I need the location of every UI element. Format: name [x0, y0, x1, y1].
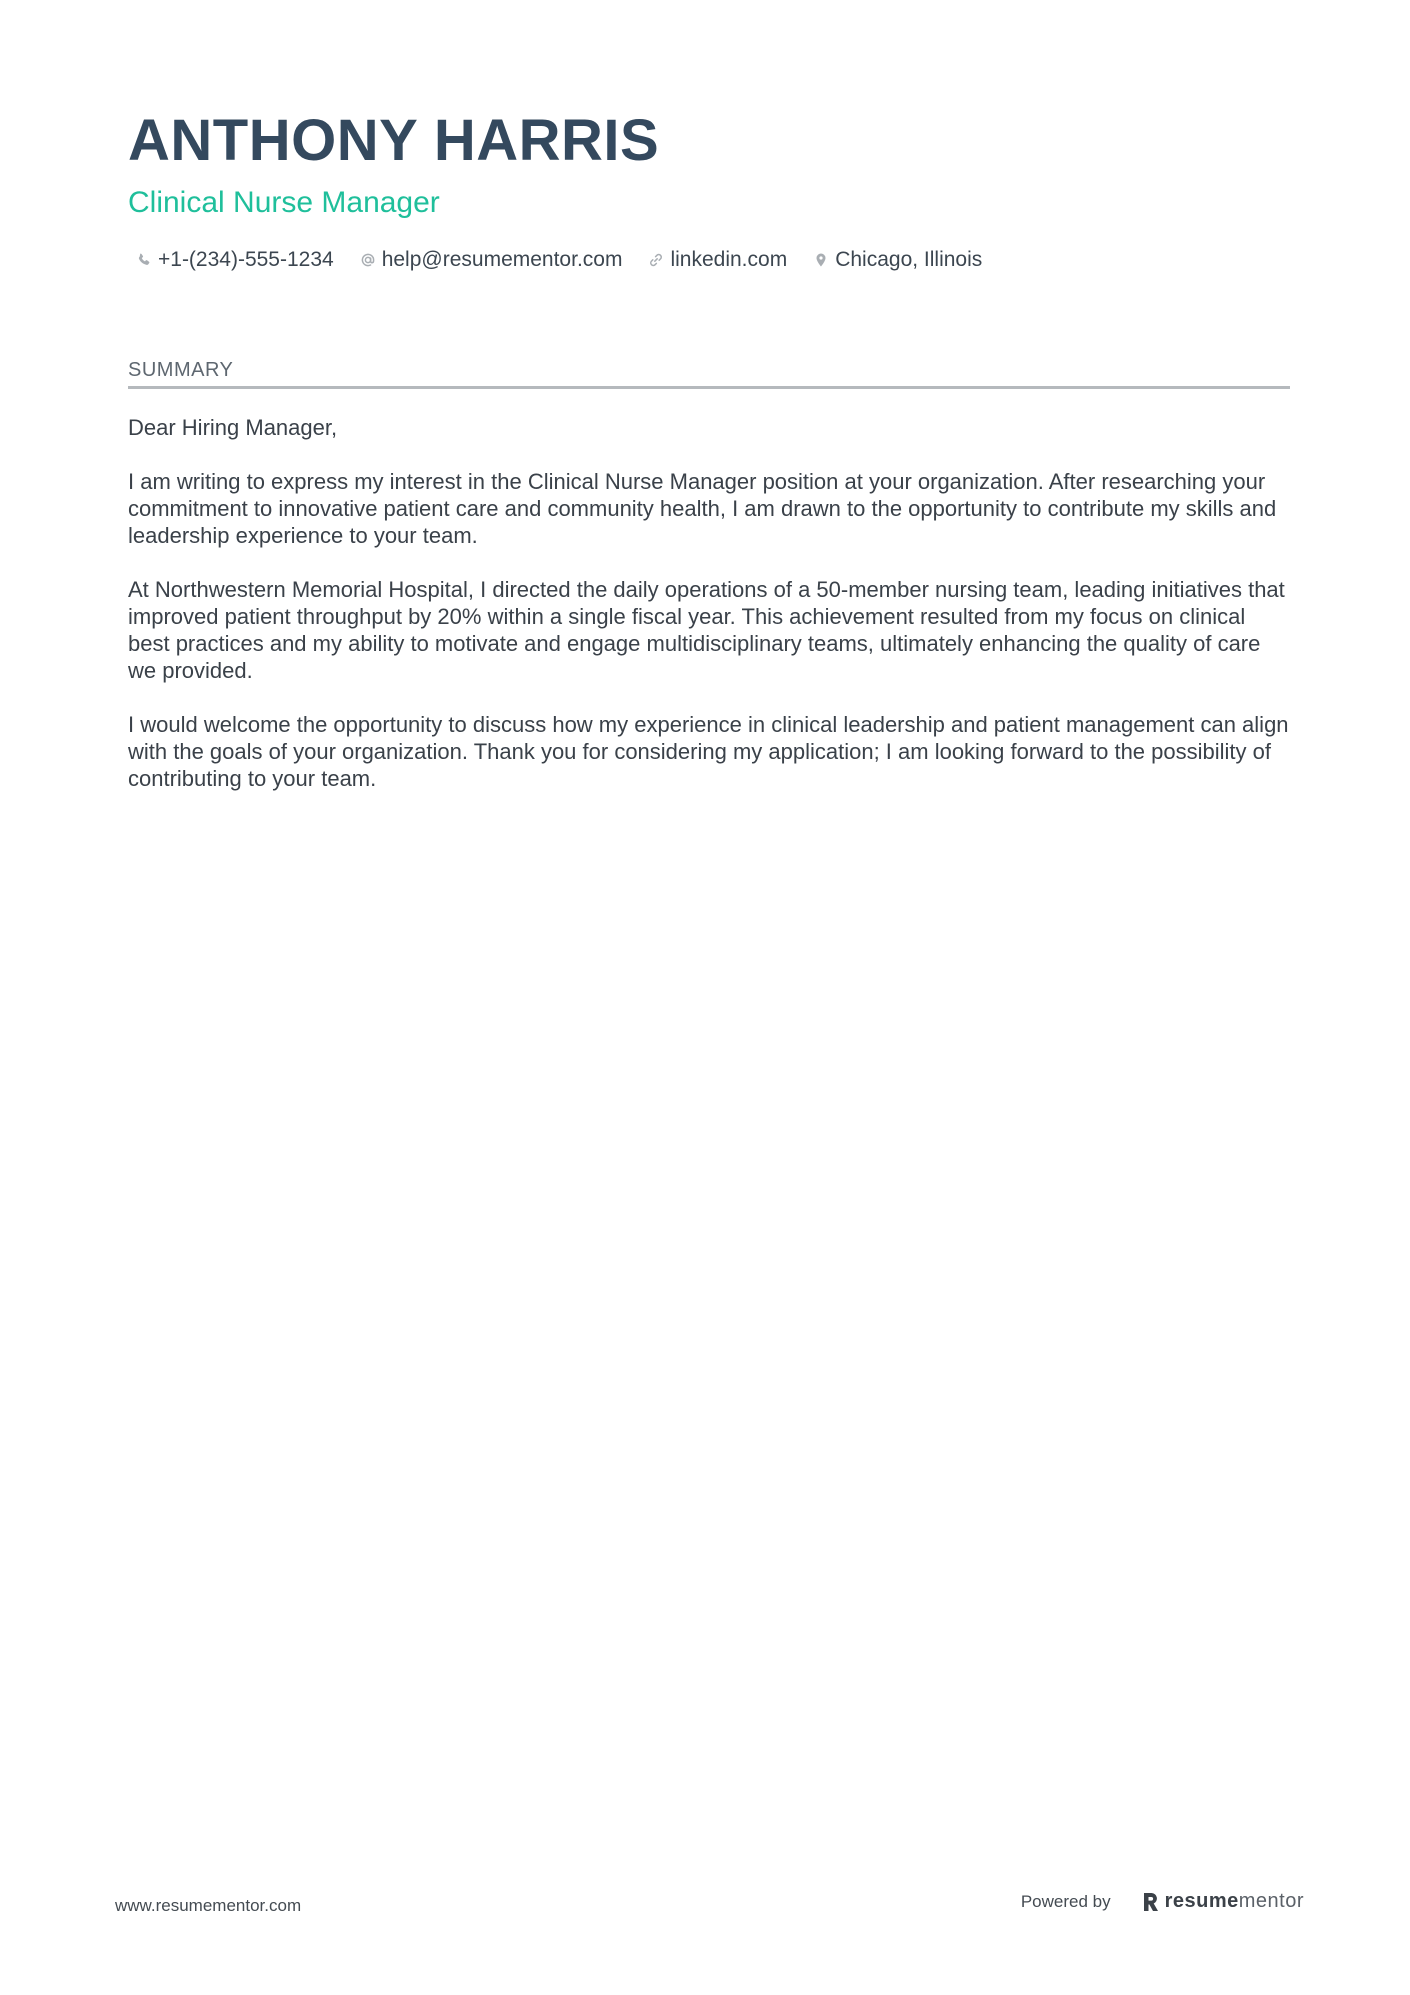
brand-wordmark-light: mentor — [1238, 1890, 1304, 1912]
section-divider — [128, 386, 1290, 389]
job-title: Clinical Nurse Manager — [128, 186, 440, 219]
contact-phone — [136, 248, 334, 272]
contact-bar — [136, 248, 982, 272]
phone-icon — [136, 252, 152, 268]
footer-website-link[interactable]: www.resumementor.com — [115, 1896, 302, 1915]
powered-by-label: Powered by — [1020, 1891, 1111, 1911]
contact-phone-text: +1-(234)-555-1234 — [158, 248, 334, 271]
letter-paragraph: At Northwestern Memorial Hospital, I directed the daily operations of a 50-member nursing team, leading initiatives that improved patient throughput by 20% within a single fiscal year. This achievement resulted from my focus on clinical best practices and my ability to motivate and engage multidisciplinary teams, ultimately enhancing the quality of care we provided. — [128, 577, 1285, 683]
contact-location — [813, 248, 982, 272]
brand-wordmark — [1165, 1890, 1304, 1913]
location-pin-icon — [813, 252, 829, 268]
resumementor-logo-icon — [1141, 1891, 1161, 1913]
salutation: Dear Hiring Manager, — [128, 415, 338, 440]
link-icon — [648, 252, 664, 268]
contact-linkedin-text: linkedin.com — [670, 248, 788, 271]
contact-linkedin[interactable] — [648, 248, 787, 272]
letter-paragraph: I am writing to express my interest in the Clinical Nurse Manager position at your organization. After researching your commitment to innovative patient care and community health, I am drawn to the opportunity to contribute my skills and leadership experience to your team. — [128, 469, 1277, 548]
summary-section-header — [128, 360, 1290, 389]
brand-wordmark-bold: resume — [1164, 1890, 1239, 1912]
contact-location-text: Chicago, Illinois — [835, 248, 983, 271]
footer-branding — [1021, 1890, 1304, 1913]
cover-letter-body — [128, 414, 1290, 819]
brand-logo[interactable] — [1141, 1890, 1304, 1913]
candidate-name: ANTHONY HARRIS — [128, 108, 660, 173]
at-icon — [360, 252, 376, 268]
section-title: SUMMARY — [128, 359, 234, 381]
letter-paragraph: I would welcome the opportunity to discuss how my experience in clinical leadership and patient management can align with the goals of your organization. Thank you for considering my application; I am looking forward to the possibility of contributing to your team. — [128, 712, 1289, 791]
contact-email-text: help@resumementor.com — [381, 248, 623, 271]
contact-email[interactable] — [360, 248, 623, 272]
